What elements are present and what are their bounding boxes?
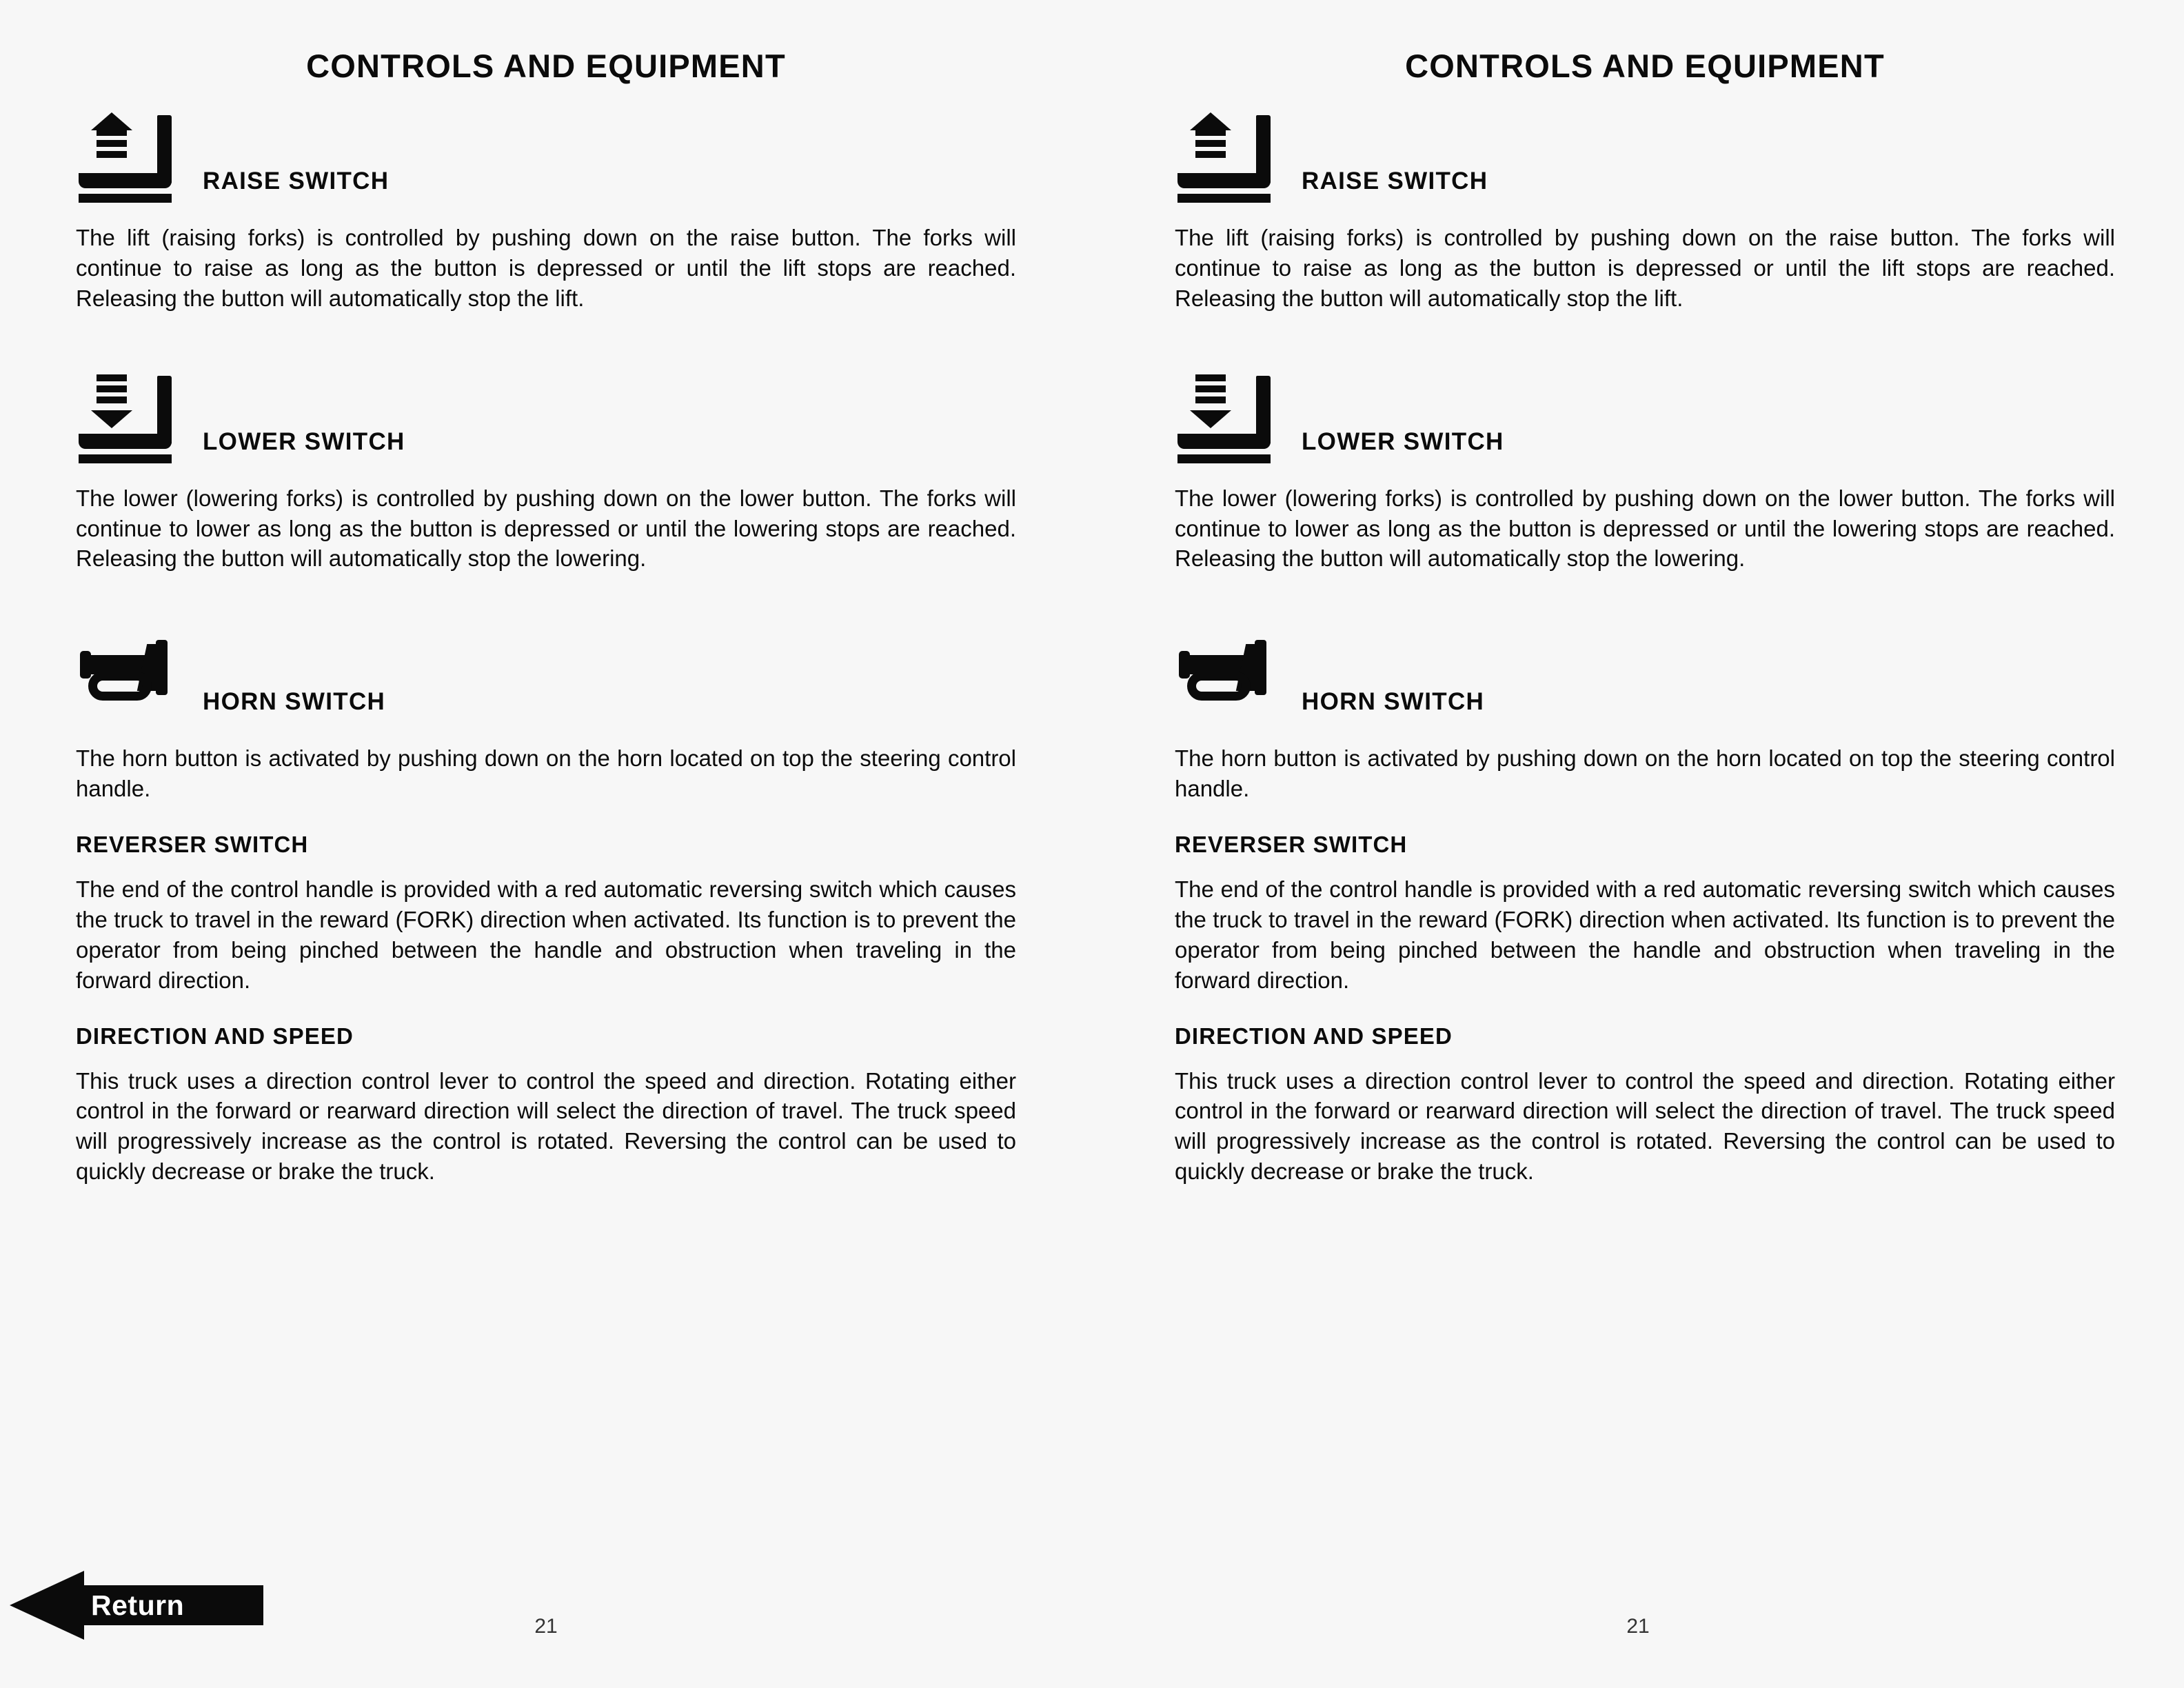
raise-switch-body: The lift (raising forks) is controlled by pushing down on the raise button. The forks will continue to raise as long as the button is depressed or until the lift stops are reached. Releasing the button will automatically stop the lift.: [76, 225, 1016, 311]
lower-switch-icon: [1175, 370, 1292, 467]
direction-speed-body: This truck uses a direction control lever to control the speed and direction. Rotating either control in the forward or rearward direction will select the direction of travel. The truck speed will progressively increase as the control is rotated. Reversing the control can be used to quickly decrease or brake the truck.: [1175, 1067, 2115, 1185]
spacer: [76, 314, 1016, 345]
page-number-right: 21: [1626, 1615, 1650, 1638]
return-button-label: Return: [91, 1589, 185, 1621]
lower-switch-body: The lower (lowering forks) is controlled by pushing down on the lower button. The forks will continue to lower as long as the button is depressed or until the lowering stops are reached. Releasing the button will automatically stop the lowering.: [1175, 485, 2115, 572]
left-arrow-icon: [10, 1571, 84, 1640]
raise-switch-icon: [76, 110, 193, 206]
direction-speed-label: DIRECTION AND SPEED: [76, 1023, 354, 1049]
raise-switch-label: RAISE SWITCH: [1302, 168, 1488, 194]
raise-switch-heading-row: [76, 103, 1016, 206]
reverser-switch-label: REVERSER SWITCH: [1175, 832, 1408, 857]
lower-switch-heading-row: [76, 363, 1016, 467]
raise-switch-icon: [1175, 110, 1292, 206]
page-column-right: [1092, 0, 2184, 1688]
horn-switch-icon: [76, 630, 193, 727]
raise-switch-label: RAISE SWITCH: [203, 168, 390, 194]
page-title-duplicate: CONTROLS AND EQUIPMENT: [1405, 48, 1885, 84]
return-button[interactable]: [10, 1571, 265, 1640]
reverser-switch-body: The end of the control handle is provided with a red automatic reversing switch which causes the truck to travel in the reward (FORK) direction when activated. Its function is to prevent the operator from being pinched between the handle and obstruction when traveling in the forward direction.: [76, 876, 1016, 993]
reverser-switch-body: The end of the control handle is provided with a red automatic reversing switch which causes the truck to travel in the reward (FORK) direction when activated. Its function is to prevent the operator from being pinched between the handle and obstruction when traveling in the forward direction.: [1175, 876, 2115, 993]
page-title: CONTROLS AND EQUIPMENT: [306, 48, 786, 84]
spacer: [1175, 314, 2115, 345]
lower-switch-icon: [76, 370, 193, 467]
horn-switch-label: HORN SWITCH: [1302, 688, 1485, 716]
spacer: [76, 574, 1016, 605]
reverser-switch-label: REVERSER SWITCH: [76, 832, 309, 857]
horn-switch-body: The horn button is activated by pushing down on the horn located on top the steering control handle.: [1175, 745, 2115, 802]
spacer: [1175, 574, 2115, 605]
direction-speed-body: This truck uses a direction control lever to control the speed and direction. Rotating either control in the forward or rearward direction will select the direction of travel. The truck speed will progressively increase as the control is rotated. Reversing the control can be used to quickly decrease or brake the truck.: [76, 1067, 1016, 1185]
lower-switch-heading-row-duplicate: [1175, 363, 2115, 467]
horn-switch-heading-row: [76, 623, 1016, 727]
direction-speed-label: DIRECTION AND SPEED: [1175, 1023, 1453, 1049]
horn-switch-icon: [1175, 630, 1292, 727]
lower-switch-label: LOWER SWITCH: [1302, 428, 1504, 455]
page-number-left: 21: [534, 1615, 558, 1638]
raise-switch-body: The lift (raising forks) is controlled by pushing down on the raise button. The forks will continue to raise as long as the button is depressed or until the lift stops are reached. Releasing the button will automatically stop the lift.: [1175, 225, 2115, 311]
horn-switch-label: HORN SWITCH: [203, 688, 386, 716]
lower-switch-label: LOWER SWITCH: [203, 428, 405, 455]
horn-switch-body: The horn button is activated by pushing down on the horn located on top the steering control handle.: [76, 745, 1016, 802]
raise-switch-heading-row-duplicate: [1175, 103, 2115, 206]
horn-switch-heading-row-duplicate: [1175, 623, 2115, 727]
lower-switch-body: The lower (lowering forks) is controlled by pushing down on the lower button. The forks will continue to lower as long as the button is depressed or until the lowering stops are reached. Releasing the button will automatically stop the lowering.: [76, 485, 1016, 572]
